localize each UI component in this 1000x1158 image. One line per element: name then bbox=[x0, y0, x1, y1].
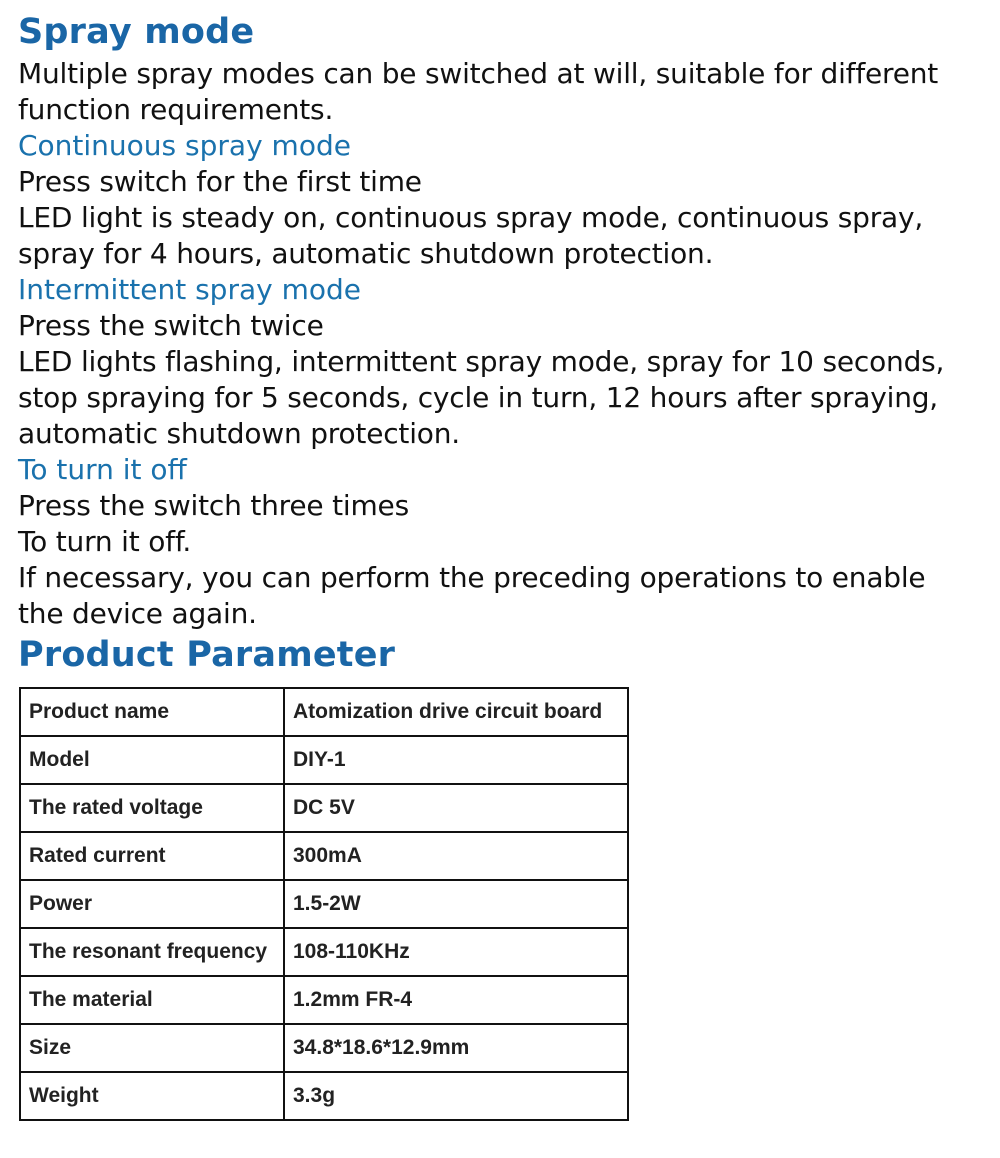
param-name: Power bbox=[20, 880, 284, 928]
param-value: 3.3g bbox=[284, 1072, 628, 1120]
param-name: The material bbox=[20, 976, 284, 1024]
table-row bbox=[20, 736, 628, 784]
intermittent-mode-heading: Intermittent spray mode bbox=[18, 273, 361, 306]
param-value: 108-110KHz bbox=[284, 928, 628, 976]
param-value: DC 5V bbox=[284, 784, 628, 832]
intermittent-mode-line-1: Press the switch twice bbox=[18, 309, 324, 342]
turn-off-line-4: the device again. bbox=[18, 597, 257, 630]
param-value: 300mA bbox=[284, 832, 628, 880]
continuous-mode-heading: Continuous spray mode bbox=[18, 129, 351, 162]
table-row bbox=[20, 928, 628, 976]
param-name: Size bbox=[20, 1024, 284, 1072]
param-value: DIY-1 bbox=[284, 736, 628, 784]
param-value: 34.8*18.6*12.9mm bbox=[284, 1024, 628, 1072]
param-value: 1.2mm FR-4 bbox=[284, 976, 628, 1024]
param-name: The rated voltage bbox=[20, 784, 284, 832]
spray-mode-heading: Spray mode bbox=[18, 12, 255, 52]
continuous-mode-line-2: LED light is steady on, continuous spray mode, continuous spray, bbox=[18, 201, 924, 234]
turn-off-line-2: To turn it off. bbox=[18, 525, 192, 558]
product-parameter-heading: Product Parameter bbox=[18, 635, 396, 675]
intermittent-mode-line-3: stop spraying for 5 seconds, cycle in turn, 12 hours after spraying, bbox=[18, 381, 939, 414]
intermittent-mode-line-2: LED lights flashing, intermittent spray mode, spray for 10 seconds, bbox=[18, 345, 945, 378]
product-parameter-table bbox=[19, 687, 629, 1121]
table-row bbox=[20, 688, 628, 736]
spray-mode-intro-line-1: Multiple spray modes can be switched at will, suitable for different bbox=[18, 57, 939, 90]
param-name: Weight bbox=[20, 1072, 284, 1120]
table-row bbox=[20, 976, 628, 1024]
param-name: Product name bbox=[20, 688, 284, 736]
param-value: 1.5-2W bbox=[284, 880, 628, 928]
table-row bbox=[20, 784, 628, 832]
param-name: Model bbox=[20, 736, 284, 784]
intermittent-mode-line-4: automatic shutdown protection. bbox=[18, 417, 460, 450]
param-name: The resonant frequency bbox=[20, 928, 284, 976]
table-row bbox=[20, 832, 628, 880]
table-row bbox=[20, 880, 628, 928]
param-name: Rated current bbox=[20, 832, 284, 880]
table-row bbox=[20, 1024, 628, 1072]
param-value: Atomization drive circuit board bbox=[284, 688, 628, 736]
continuous-mode-line-1: Press switch for the first time bbox=[18, 165, 422, 198]
turn-off-line-3: If necessary, you can perform the preceding operations to enable bbox=[18, 561, 926, 594]
table-row bbox=[20, 1072, 628, 1120]
spec-page bbox=[18, 8, 988, 678]
continuous-mode-line-3: spray for 4 hours, automatic shutdown protection. bbox=[18, 237, 714, 270]
spray-mode-intro-line-2: function requirements. bbox=[18, 93, 334, 126]
turn-off-line-1: Press the switch three times bbox=[18, 489, 409, 522]
turn-off-heading: To turn it off bbox=[18, 453, 187, 486]
